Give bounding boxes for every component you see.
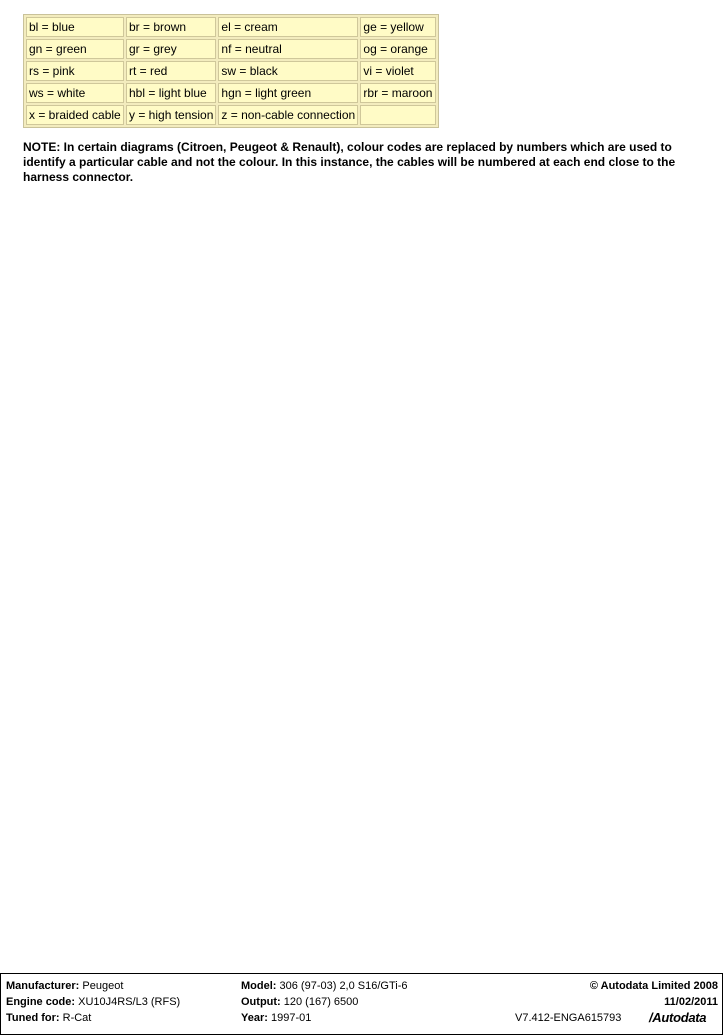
table-cell: hbl = light blue	[126, 83, 216, 103]
note-text: NOTE: In certain diagrams (Citroen, Peugeot & Renault), colour codes are replaced by numbers which are used to identify a particular cable and not the colour. In this instance, the cables will be numbered at each end close to the harness connector.	[23, 140, 676, 184]
tuned-label: Tuned for:	[6, 1012, 60, 1024]
table-row	[26, 105, 436, 125]
date-text: 11/02/2011	[664, 996, 718, 1008]
model-value: 306 (97-03) 2,0 S16/GTi-6	[279, 980, 408, 992]
footer-row	[1, 978, 722, 994]
year-value: 1997-01	[270, 1012, 312, 1024]
table-cell: vi = violet	[360, 61, 436, 81]
year-label: Year:	[241, 1012, 268, 1024]
table-cell: gr = grey	[126, 39, 216, 59]
table-cell: ge = yellow	[360, 17, 436, 37]
table-cell: br = brown	[126, 17, 216, 37]
output-value: 120 (167) 6500	[283, 996, 359, 1008]
table-row	[26, 17, 436, 37]
copyright-text: © Autodata Limited 2008	[589, 980, 718, 992]
table-cell: gn = green	[26, 39, 124, 59]
table-cell: hgn = light green	[218, 83, 358, 103]
table-cell-empty	[360, 105, 436, 125]
model-field	[241, 978, 408, 994]
footer-row	[1, 994, 722, 1010]
footer-row	[1, 1010, 722, 1026]
colour-code-table	[23, 14, 439, 128]
autodata-logo: /Autodata	[649, 1010, 707, 1025]
engine-field	[6, 994, 180, 1010]
table-cell: bl = blue	[26, 17, 124, 37]
output-label: Output:	[241, 996, 281, 1008]
manufacturer-field	[6, 978, 123, 994]
document-footer	[0, 973, 723, 1035]
engine-value: XU10J4RS/L3 (RFS)	[78, 996, 181, 1008]
table-cell: rt = red	[126, 61, 216, 81]
document-code: V7.412-ENGA615793	[515, 1012, 622, 1024]
output-field	[241, 994, 358, 1010]
tuned-value: R-Cat	[62, 1012, 92, 1024]
table-row	[26, 61, 436, 81]
table-cell: x = braided cable	[26, 105, 124, 125]
engine-label: Engine code:	[6, 996, 76, 1008]
table-cell: rbr = maroon	[360, 83, 436, 103]
table-row	[26, 39, 436, 59]
table-cell: el = cream	[218, 17, 358, 37]
table-row	[26, 83, 436, 103]
manufacturer-value: Peugeot	[82, 980, 124, 992]
tuned-field	[6, 1010, 91, 1026]
table-cell: z = non-cable connection	[218, 105, 358, 125]
manufacturer-label: Manufacturer:	[6, 980, 80, 992]
table-cell: nf = neutral	[218, 39, 358, 59]
year-field	[241, 1010, 311, 1026]
table-cell: ws = white	[26, 83, 124, 103]
table-cell: og = orange	[360, 39, 436, 59]
table-cell: y = high tension	[126, 105, 216, 125]
table-cell: rs = pink	[26, 61, 124, 81]
table-cell: sw = black	[218, 61, 358, 81]
model-label: Model:	[241, 980, 277, 992]
